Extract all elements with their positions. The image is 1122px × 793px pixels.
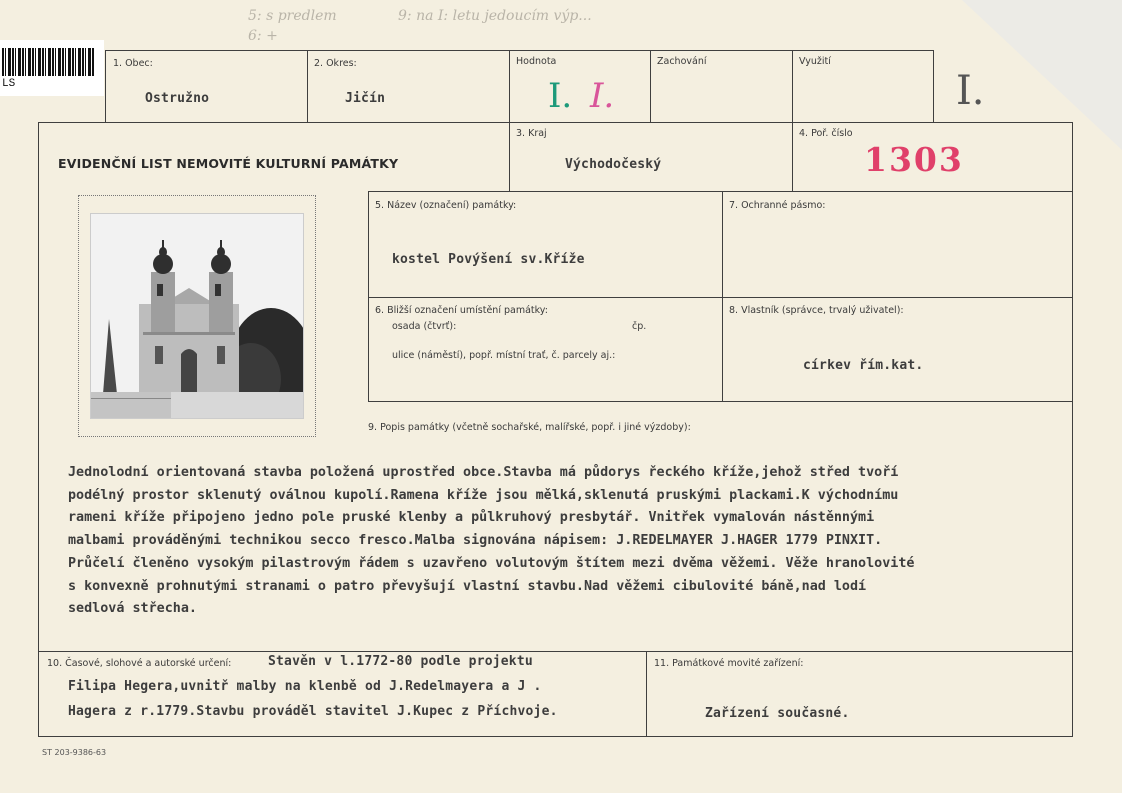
casove-line-2: Filipa Hegera,uvnitř malby na klenbě od J.Redelmayera a J . bbox=[68, 679, 542, 694]
barcode-icon bbox=[2, 48, 94, 76]
rule bbox=[38, 122, 1073, 123]
rule bbox=[368, 191, 1073, 192]
popis-text bbox=[68, 462, 915, 621]
rule bbox=[38, 122, 39, 737]
rule bbox=[38, 651, 1073, 652]
rule bbox=[38, 736, 1073, 737]
cp-label: čp. bbox=[632, 321, 647, 332]
popis-label: 9. Popis památky (včetně sochařské, malířské, popř. i jiné výzdoby): bbox=[368, 422, 691, 433]
barcode-label: LS bbox=[2, 78, 16, 90]
osada-label: osada (čtvrť): bbox=[392, 321, 457, 332]
rule bbox=[650, 50, 651, 122]
rule bbox=[1072, 122, 1073, 737]
hodnota-mark-pink: I. bbox=[590, 76, 615, 116]
casove-label: 10. Časové, slohové a autorské určení: bbox=[47, 658, 232, 669]
nazev-value: kostel Povýšení sv.Kříže bbox=[392, 252, 585, 267]
popis-line: malbami prováděnými technikou secco fresco.Malba signována nápisem: J.REDELMAYER J.HAGER 1779 PINXIT. bbox=[68, 533, 883, 549]
barcode-sticker bbox=[0, 40, 104, 96]
footer-code: ST 203-9386-63 bbox=[42, 748, 107, 757]
rule bbox=[368, 401, 1073, 402]
popis-line: podélný prostor sklenutý oválnou kupolí.Ramena kříže jsou mělká,sklenutá pruskými plackami.K východnímu bbox=[68, 487, 899, 503]
casove-line-1: Stavěn v l.1772-80 podle projektu bbox=[268, 654, 533, 669]
rule bbox=[105, 50, 106, 122]
registration-number: 1303 bbox=[864, 140, 964, 179]
vyuziti-label: Využití bbox=[799, 56, 831, 67]
por-cislo-label: 4. Poř. číslo bbox=[799, 128, 853, 139]
rule bbox=[105, 50, 934, 51]
casove-line-3: Hagera z r.1779.Stavbu prováděl stavitel J.Kupec z Příchvoje. bbox=[68, 704, 558, 719]
kraj-value: Východočeský bbox=[565, 157, 662, 172]
ulice-label: ulice (náměstí), popř. místní trať, č. parcely aj.: bbox=[392, 350, 616, 361]
zachovani-label: Zachování bbox=[657, 56, 707, 67]
vlastnik-label: 8. Vlastník (správce, trvalý uživatel): bbox=[729, 305, 904, 316]
hodnota-label: Hodnota bbox=[516, 56, 557, 67]
movite-label: 11. Památkové movité zařízení: bbox=[654, 658, 804, 669]
okres-label: 2. Okres: bbox=[314, 58, 357, 69]
okres-value: Jičín bbox=[345, 91, 386, 106]
umisteni-label: 6. Bližší označení umístění památky: bbox=[375, 305, 548, 316]
rule bbox=[307, 50, 308, 122]
rule bbox=[368, 191, 369, 401]
kraj-label: 3. Kraj bbox=[516, 128, 547, 139]
form-title: EVIDENČNÍ LIST NEMOVITÉ KULTURNÍ PAMÁTKY bbox=[58, 156, 399, 171]
popis-line: s konvexně prohnutými stranami o patro převyšují vlastní stavbu.Nad věžemi cibulovité báně,nad lodí bbox=[68, 578, 867, 594]
ochranne-pasmo-label: 7. Ochranné pásmo: bbox=[729, 200, 826, 211]
church-photo-image bbox=[91, 214, 303, 418]
pencil-note-1: 5: s predlem bbox=[248, 8, 337, 24]
rule bbox=[368, 297, 1073, 298]
obec-label: 1. Obec: bbox=[113, 58, 153, 69]
popis-line: Průčelí členěno vysokým pilastrovým řádem s uzavřeno volutovým štítem mezi dvěma věžemi. Věže hranolovité bbox=[68, 555, 915, 571]
rule bbox=[722, 191, 723, 401]
pencil-note-2: 6: + bbox=[248, 28, 278, 44]
nazev-label: 5. Název (označení) památky: bbox=[375, 200, 517, 211]
church-photo bbox=[90, 213, 304, 419]
card-corner-cut bbox=[962, 0, 1122, 150]
popis-line: rameni kříže připojeno jedno pole pruské klenby a půlkruhový presbytář. Vnitřek vymalován nástěnnými bbox=[68, 510, 875, 526]
rule bbox=[792, 50, 793, 192]
pencil-note-3: 9: na I: letu jedoucím výp... bbox=[398, 8, 592, 24]
rule bbox=[646, 651, 647, 737]
popis-line: Jednolodní orientovaná stavba položená uprostřed obce.Stavba má půdorys řeckého kříže,jehož střed tvoří bbox=[68, 465, 899, 480]
obec-value: Ostružno bbox=[145, 91, 210, 106]
rule bbox=[933, 50, 934, 122]
movite-value: Zařízení současné. bbox=[705, 706, 850, 721]
popis-line: sedlová střecha. bbox=[68, 601, 197, 617]
vlastnik-value: církev řím.kat. bbox=[803, 358, 924, 373]
rule bbox=[509, 50, 510, 192]
hodnota-mark-green: I. bbox=[548, 76, 573, 116]
corner-mark: I. bbox=[956, 68, 985, 114]
